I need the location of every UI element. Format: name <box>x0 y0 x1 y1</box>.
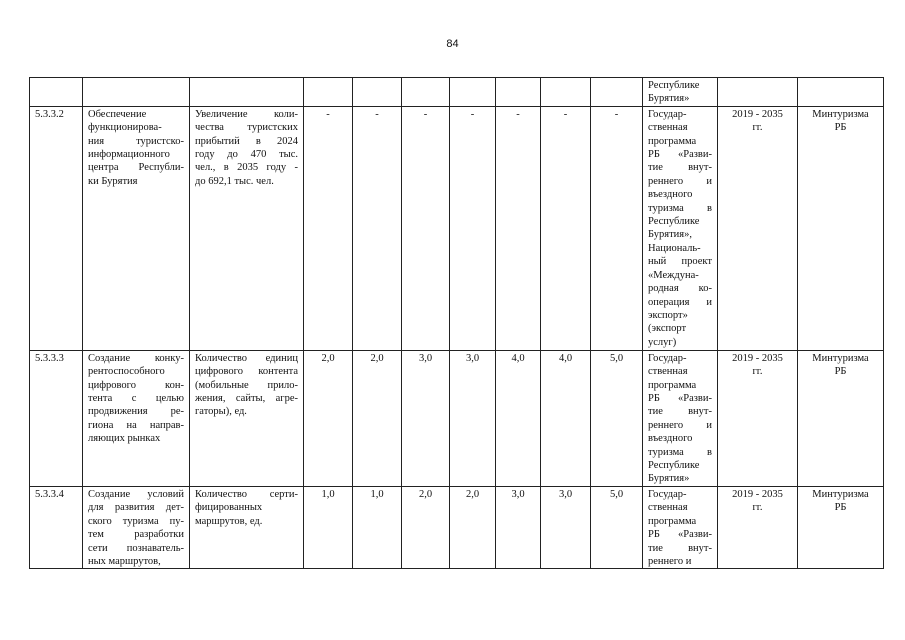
value-cell-5: - <box>496 106 541 350</box>
value-cell-4: 3,0 <box>450 350 496 486</box>
activity-text: Создание конку- рентоспособного цифрового кон- тента с целью продвижения ре- гиона на направ- ляющих рынках <box>88 352 184 445</box>
row-code: 5.3.3.3 <box>30 350 83 486</box>
program-cell <box>643 78 718 107</box>
value-cell-1: 1,0 <box>304 486 353 568</box>
value-cell-5: 4,0 <box>496 350 541 486</box>
period-cell: 2019 - 2035 гг. <box>718 486 798 568</box>
value-cell-6: 4,0 <box>541 350 591 486</box>
value-cell-1: - <box>304 106 353 350</box>
value-cell-2: 2,0 <box>353 350 402 486</box>
value-cell-4: 2,0 <box>450 486 496 568</box>
activity-text: Обеспечение функционирова- ния туристско- информационного центра Республи- ки Бурятия <box>88 108 184 187</box>
program-text: Государ- ственная программа РБ «Разви- тие внут- реннего и въездного туризма в Республике Бурятия», Националь- ный проект «Междуна- родная ко- операция и экспорт» (экспорт услуг) <box>648 108 712 348</box>
executor-cell: Минтуризма РБ <box>798 486 884 568</box>
indicator-text: Количество серти- фицированных маршрутов, ед. <box>195 488 298 527</box>
value-cell-7: 5,0 <box>591 486 643 568</box>
value-cell-2: 1,0 <box>353 486 402 568</box>
value-cell-3: - <box>402 106 450 350</box>
executor-cell: Минтуризма РБ <box>798 350 884 486</box>
indicator-cell <box>190 350 304 486</box>
value-cell-4: - <box>450 106 496 350</box>
program-text: Государ- ственная программа РБ «Разви- тие внут- реннего и <box>648 488 712 567</box>
activity-cell <box>83 486 190 568</box>
period-cell: 2019 - 2035 гг. <box>718 106 798 350</box>
value-cell-7: - <box>591 106 643 350</box>
program-text: Республике Бурятия» <box>648 80 700 105</box>
program-cell <box>643 350 718 486</box>
value-cell-6: - <box>541 106 591 350</box>
table-row-carry-over <box>30 78 884 107</box>
table-row <box>30 106 884 350</box>
measures-table <box>29 77 884 569</box>
indicator-cell <box>190 486 304 568</box>
activity-cell <box>83 350 190 486</box>
program-cell <box>643 486 718 568</box>
executor-cell: Минтуризма РБ <box>798 106 884 350</box>
value-cell-5: 3,0 <box>496 486 541 568</box>
value-cell-2: - <box>353 106 402 350</box>
value-cell-7: 5,0 <box>591 350 643 486</box>
activity-cell <box>83 106 190 350</box>
program-text: Государ- ственная программа РБ «Разви- тие внут- реннего и въездного туризма в Республике Бурятия» <box>648 352 712 485</box>
table-row <box>30 486 884 568</box>
indicator-cell <box>190 106 304 350</box>
indicator-text: Количество единиц цифрового контента (мобильные прило- жения, сайты, агре- гаторы), ед. <box>195 352 298 418</box>
value-cell-3: 3,0 <box>402 350 450 486</box>
indicator-text: Увеличение коли- чества туристских прибытий в 2024 году до 470 тыс. чел., в 2035 году - до 692,1 тыс. чел. <box>195 108 298 187</box>
value-cell-6: 3,0 <box>541 486 591 568</box>
row-code: 5.3.3.4 <box>30 486 83 568</box>
activity-text: Создание условий для развития дет- ского туризма пу- тем разработки сети познаватель- ных маршрутов, <box>88 488 184 567</box>
value-cell-3: 2,0 <box>402 486 450 568</box>
value-cell-1: 2,0 <box>304 350 353 486</box>
program-cell <box>643 106 718 350</box>
table-row <box>30 350 884 486</box>
row-code: 5.3.3.2 <box>30 106 83 350</box>
page-number: 84 <box>446 38 459 50</box>
period-cell: 2019 - 2035 гг. <box>718 350 798 486</box>
